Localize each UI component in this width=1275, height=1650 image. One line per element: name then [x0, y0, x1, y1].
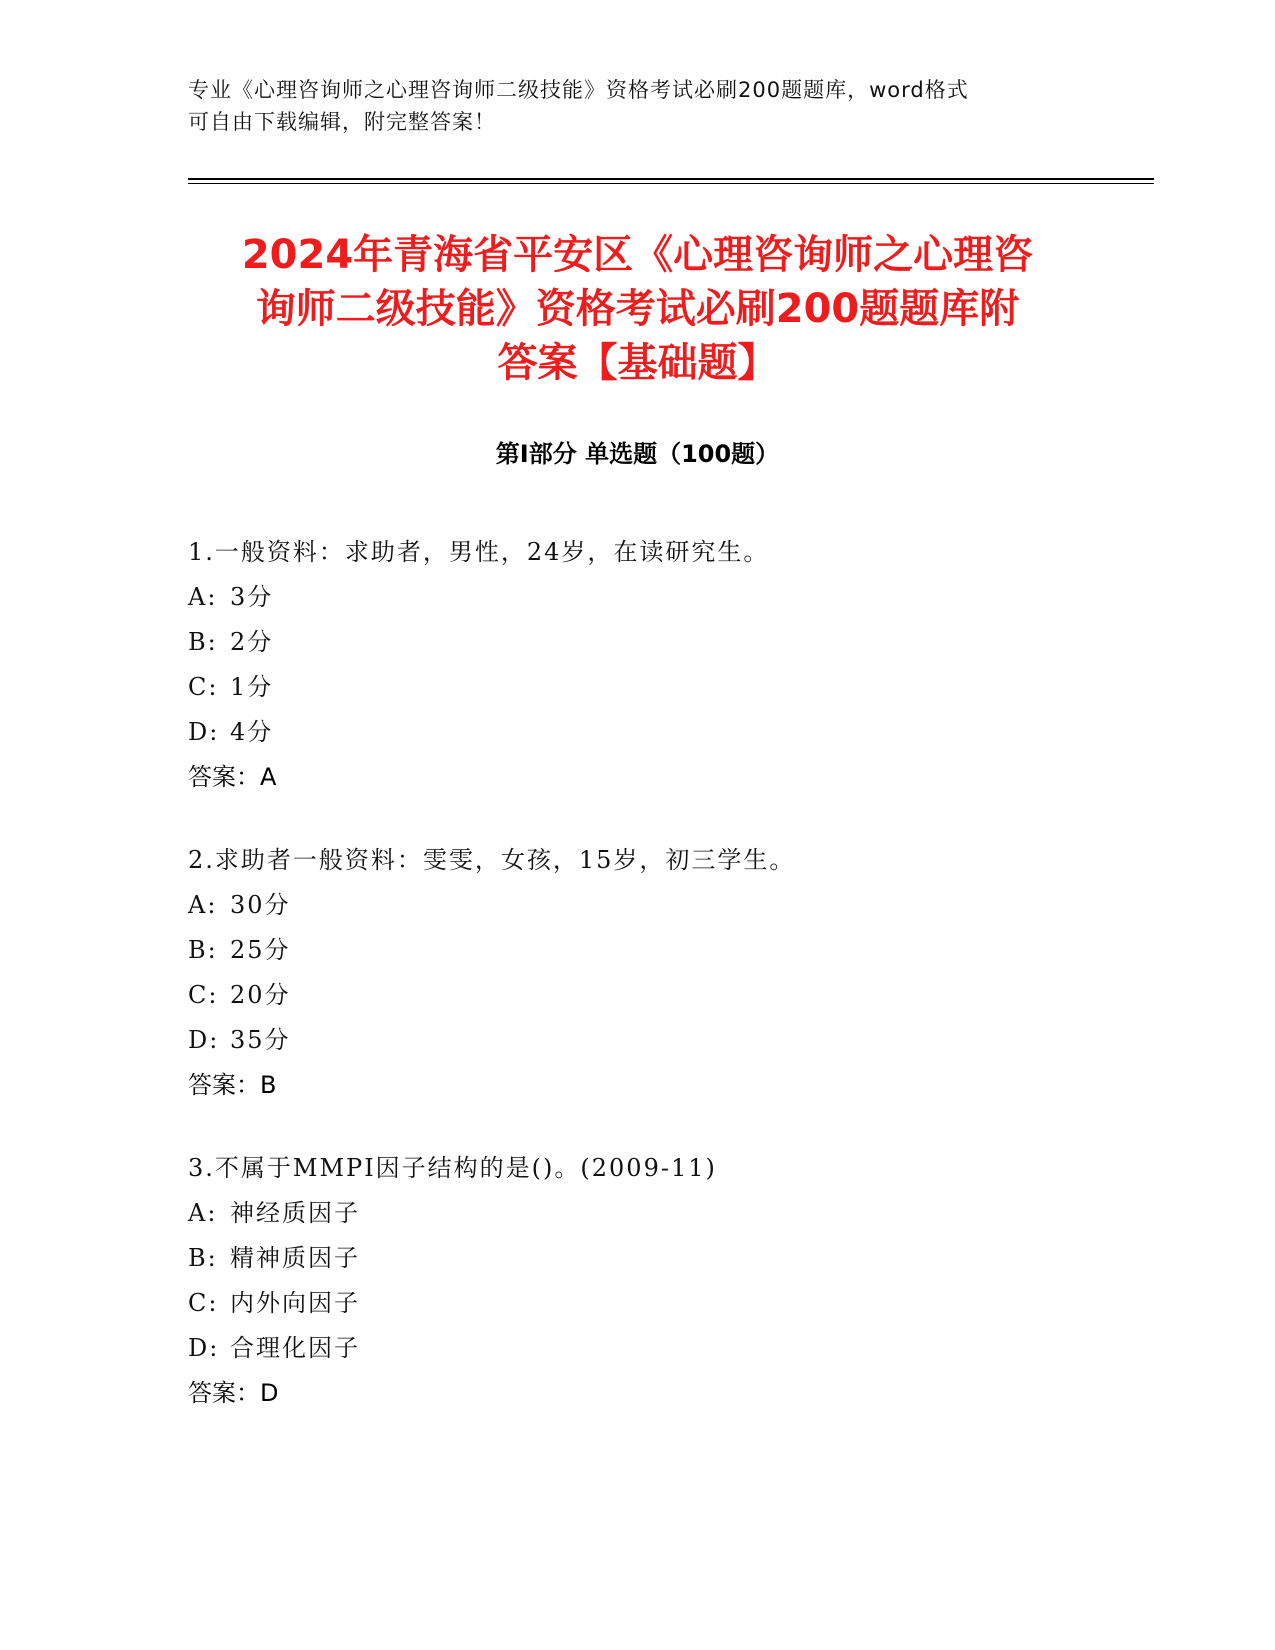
option-key: C:	[188, 1289, 219, 1317]
question-stem: 3.不属于MMPI因子结构的是()。(2009-11)	[188, 1154, 717, 1182]
option-key: C:	[188, 981, 219, 1009]
answer-line: 答案：A	[188, 763, 277, 791]
option-key: A:	[188, 583, 218, 611]
option-key: D:	[188, 1026, 220, 1054]
question-2	[188, 838, 1148, 1108]
section-title: 第Ⅰ部分 单选题（100题）	[495, 440, 780, 468]
option-a	[188, 575, 1148, 620]
option-d	[188, 1018, 1148, 1063]
document-title-line-2: 询师二级技能》资格考试必刷200题题库附	[255, 286, 1020, 332]
question-1	[188, 530, 1148, 800]
question-3	[188, 1146, 1148, 1416]
option-c	[188, 665, 1148, 710]
option-b	[188, 620, 1148, 665]
option-text: 精神质因子	[230, 1244, 360, 1272]
option-key: C:	[188, 673, 219, 701]
option-c	[188, 973, 1148, 1018]
option-text: 1分	[230, 673, 274, 701]
question-stem: 2.求助者一般资料：雯雯，女孩，15岁，初三学生。	[188, 846, 796, 874]
option-b	[188, 928, 1148, 973]
option-text: 4分	[230, 718, 274, 746]
option-text: 合理化因子	[230, 1334, 360, 1362]
option-c	[188, 1281, 1148, 1326]
option-key: B:	[188, 936, 218, 964]
option-d	[188, 710, 1148, 755]
answer-line: 答案：D	[188, 1379, 279, 1407]
option-text: 25分	[230, 936, 291, 964]
option-key: A:	[188, 1199, 218, 1227]
question-list	[188, 530, 1148, 1454]
option-text: 内外向因子	[230, 1289, 360, 1317]
document-title-line-3: 答案【基础题】	[497, 340, 778, 386]
option-key: A:	[188, 891, 218, 919]
answer-line: 答案：B	[188, 1071, 277, 1099]
header-note-line-2: 可自由下载编辑，附完整答案！	[188, 110, 496, 134]
document-title	[150, 228, 1125, 390]
option-key: B:	[188, 1244, 218, 1272]
document-title-line-1: 2024年青海省平安区《心理咨询师之心理咨	[241, 232, 1034, 278]
option-a	[188, 883, 1148, 928]
option-key: B:	[188, 628, 218, 656]
option-a	[188, 1191, 1148, 1236]
option-text: 2分	[230, 628, 274, 656]
header-note	[188, 74, 1088, 138]
option-text: 20分	[230, 981, 291, 1009]
option-text: 神经质因子	[230, 1199, 360, 1227]
option-b	[188, 1236, 1148, 1281]
option-text: 3分	[230, 583, 274, 611]
question-stem: 1.一般资料：求助者，男性，24岁，在读研究生。	[188, 538, 770, 566]
option-key: D:	[188, 718, 220, 746]
option-d	[188, 1326, 1148, 1371]
header-divider	[188, 178, 1154, 184]
header-note-line-1: 专业《心理咨询师之心理咨询师二级技能》资格考试必刷200题题库，word格式	[188, 78, 969, 102]
option-key: D:	[188, 1334, 220, 1362]
option-text: 35分	[230, 1026, 291, 1054]
option-text: 30分	[230, 891, 291, 919]
